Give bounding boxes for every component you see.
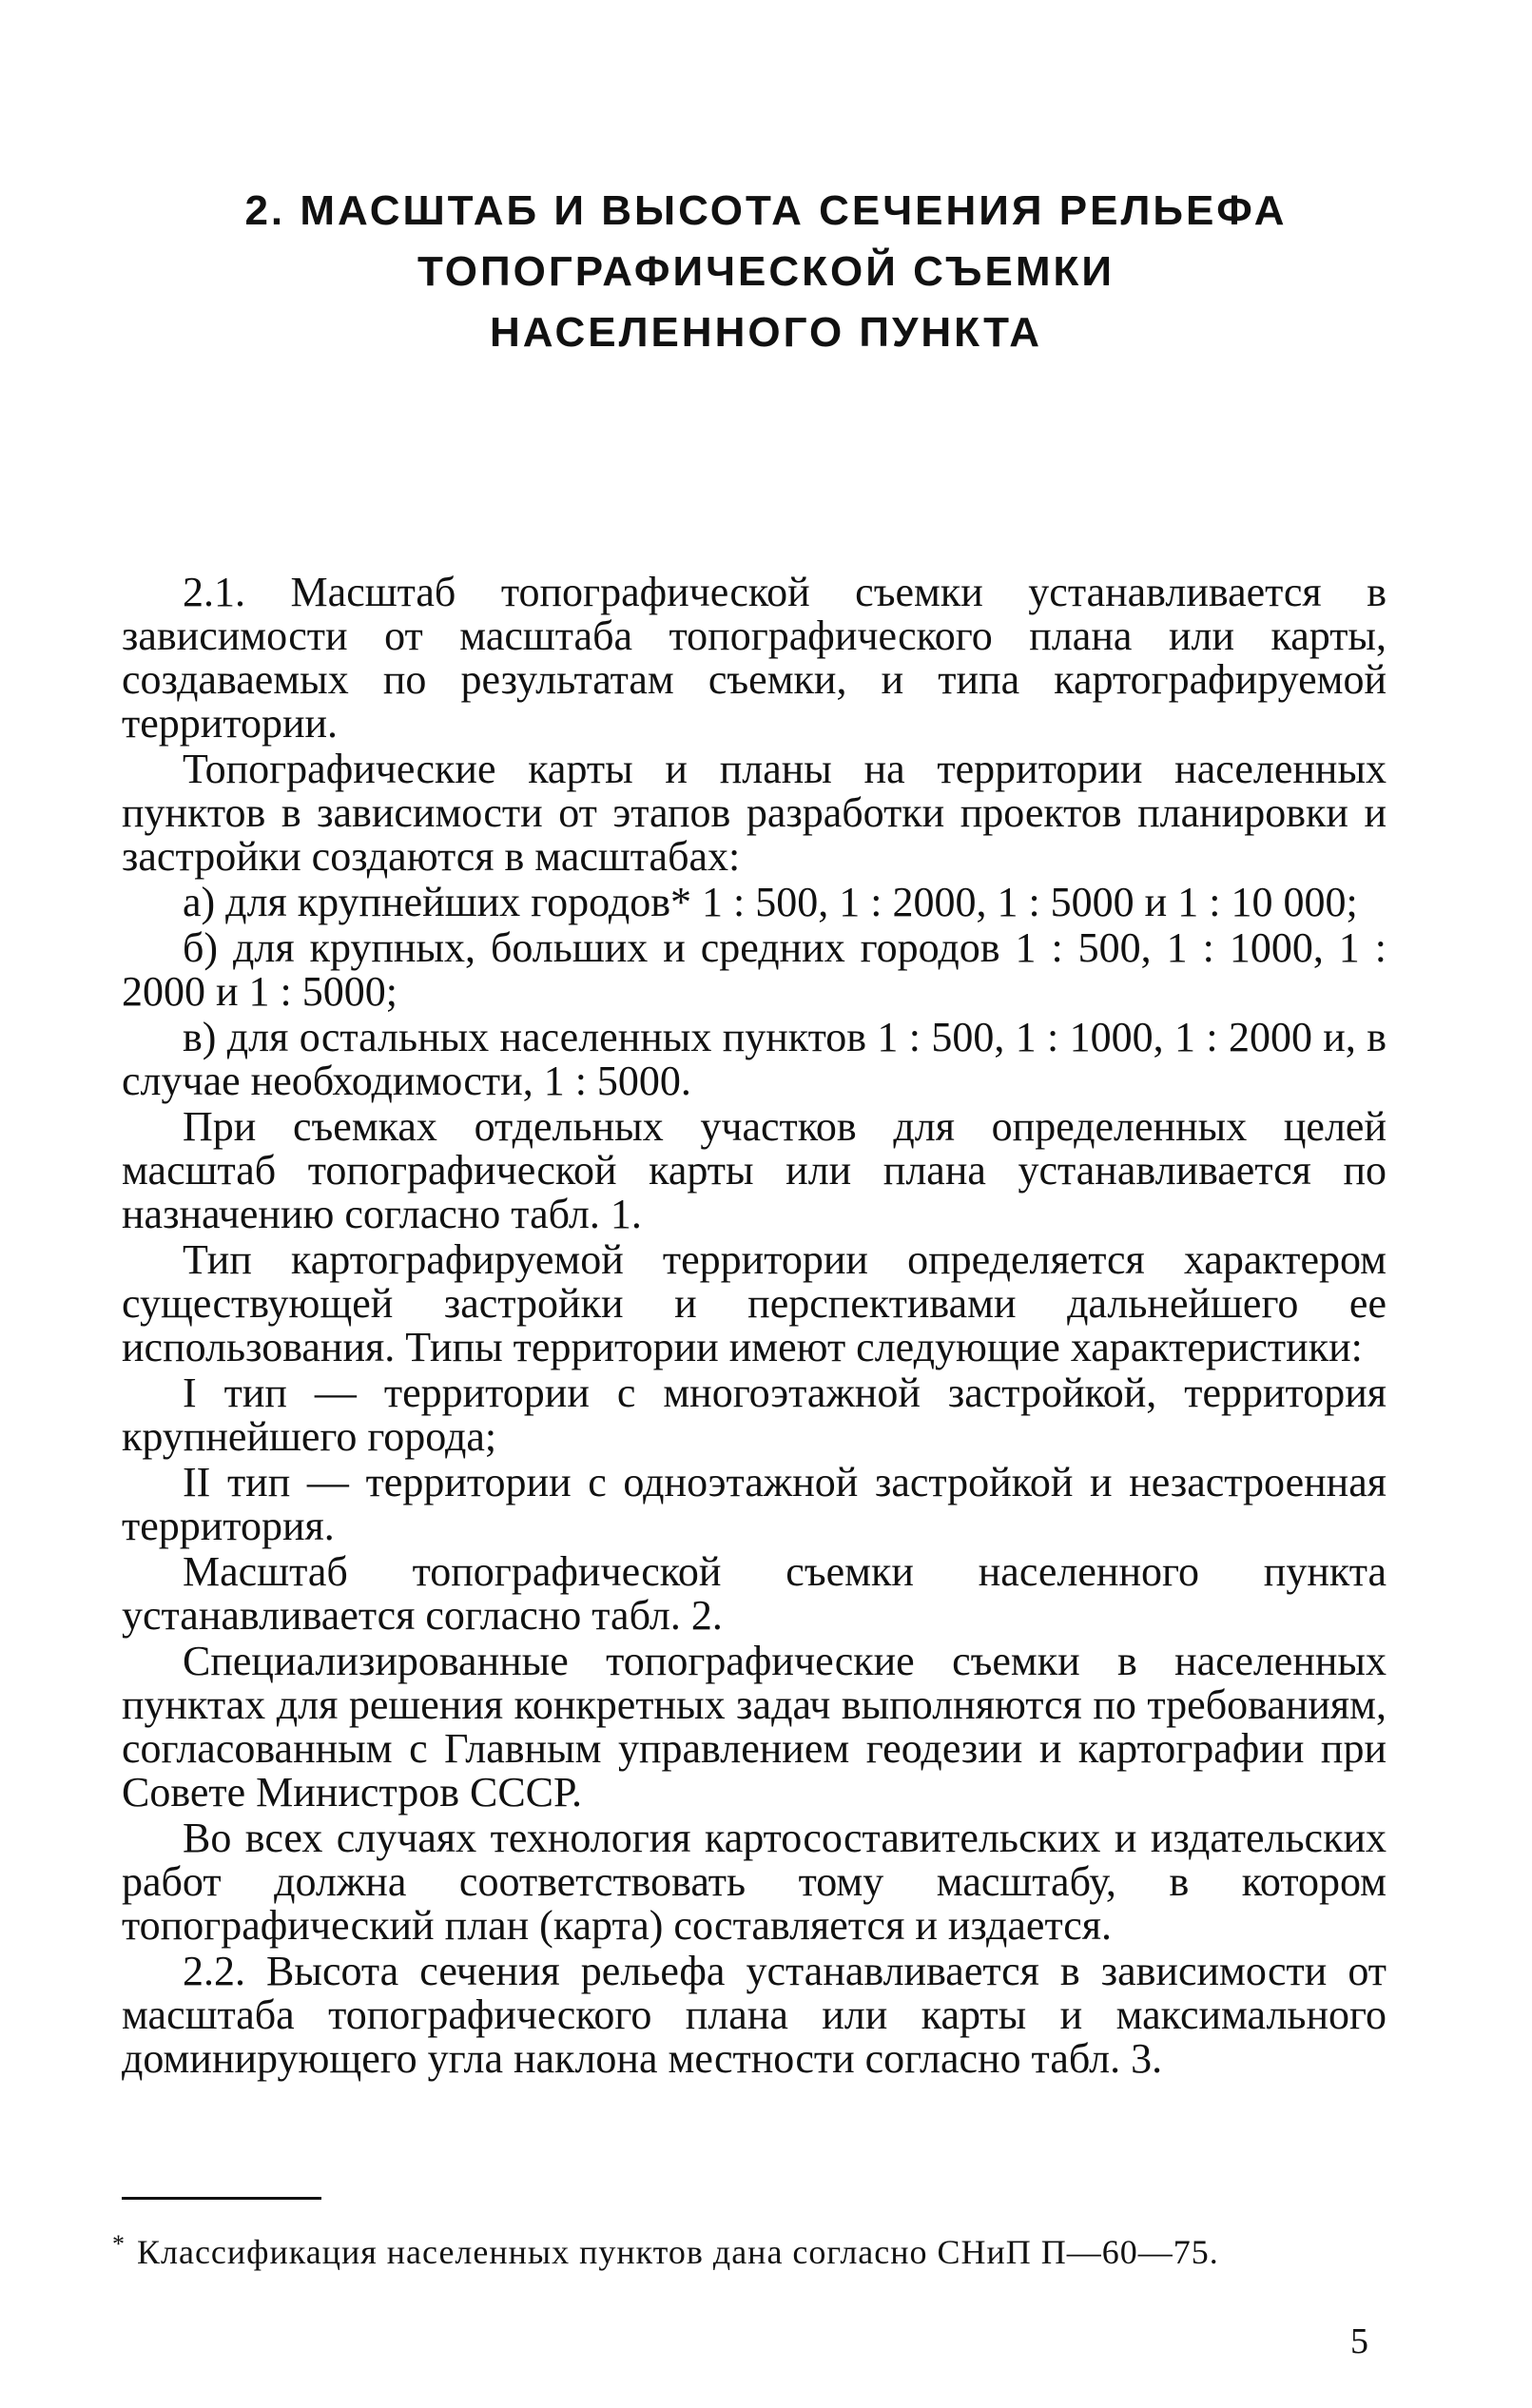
paragraph-scales-intro: Топографические карты и планы на территории населенных пунктов в зависимости от этапов разработки проектов планировки и застройки создаются в масштабах:	[122, 746, 1387, 880]
paragraph-type-2: II тип — территории с одноэтажной застройкой и незастроенная территория.	[122, 1459, 1387, 1549]
footnote-divider	[122, 2197, 321, 2200]
body-text	[122, 571, 1387, 2083]
section-heading	[152, 181, 1380, 363]
heading-line-1: 2. МАСШТАБ И ВЫСОТА СЕЧЕНИЯ РЕЛЬЕФА	[244, 187, 1288, 234]
footnote-marker: *	[112, 2230, 126, 2258]
paragraph-territory-type: Тип картографируемой территории определяется характером существующей застройки и перспективами дальнейшего ее использования. Типы территории имеют следующие характеристики:	[122, 1236, 1387, 1370]
paragraph-item-b: б) для крупных, больших и средних городов 1 : 500, 1 : 1000, 1 : 2000 и 1 : 5000;	[122, 924, 1387, 1015]
paragraph-2-1: 2.1. Масштаб топографической съемки устанавливается в зависимости от масштаба топографического плана или карты, создаваемых по результатам съемки, и типа картографируемой территории.	[122, 569, 1387, 747]
heading-line-3: НАСЕЛЕННОГО ПУНКТА	[490, 309, 1042, 356]
footnote	[112, 2224, 1387, 2273]
paragraph-special-areas: При съемках отдельных участков для определенных целей масштаб топографической карты или плана устанавливается по назначению согласно табл. 1.	[122, 1103, 1387, 1237]
paragraph-technology: Во всех случаях технология картосоставительских и издательских работ должна соответствовать тому масштабу, в котором топографический план (карта) составляется и издается.	[122, 1815, 1387, 1949]
paragraph-2-2: 2.2. Высота сечения рельефа устанавливается в зависимости от масштаба топографического плана или карты и максимального доминирующего угла наклона местности согласно табл. 3.	[122, 1948, 1387, 2082]
heading-line-2: ТОПОГРАФИЧЕСКОЙ СЪЕМКИ	[417, 248, 1115, 295]
paragraph-type-1: I тип — территории с многоэтажной застройкой, территория крупнейшего города;	[122, 1369, 1387, 1460]
page-number: 5	[1350, 2321, 1368, 2361]
paragraph-item-a: а) для крупнейших городов* 1 : 500, 1 : 2000, 1 : 5000 и 1 : 10 000;	[183, 879, 1358, 925]
paragraph-item-v: в) для остальных населенных пунктов 1 : 500, 1 : 1000, 1 : 2000 и, в случае необходимости, 1 : 5000.	[122, 1014, 1387, 1104]
footnote-text: Классификация населенных пунктов дана согласно СНиП П—60—75.	[137, 2233, 1219, 2271]
paragraph-scale-table-2: Масштаб топографической съемки населенного пункта устанавливается согласно табл. 2.	[122, 1548, 1387, 1639]
paragraph-specialized-surveys: Специализированные топографические съемки в населенных пунктах для решения конкретных задач выполняются по требованиям, согласованным с Главным управлением геодезии и картографии при Совете Министров СССР.	[122, 1638, 1387, 1816]
